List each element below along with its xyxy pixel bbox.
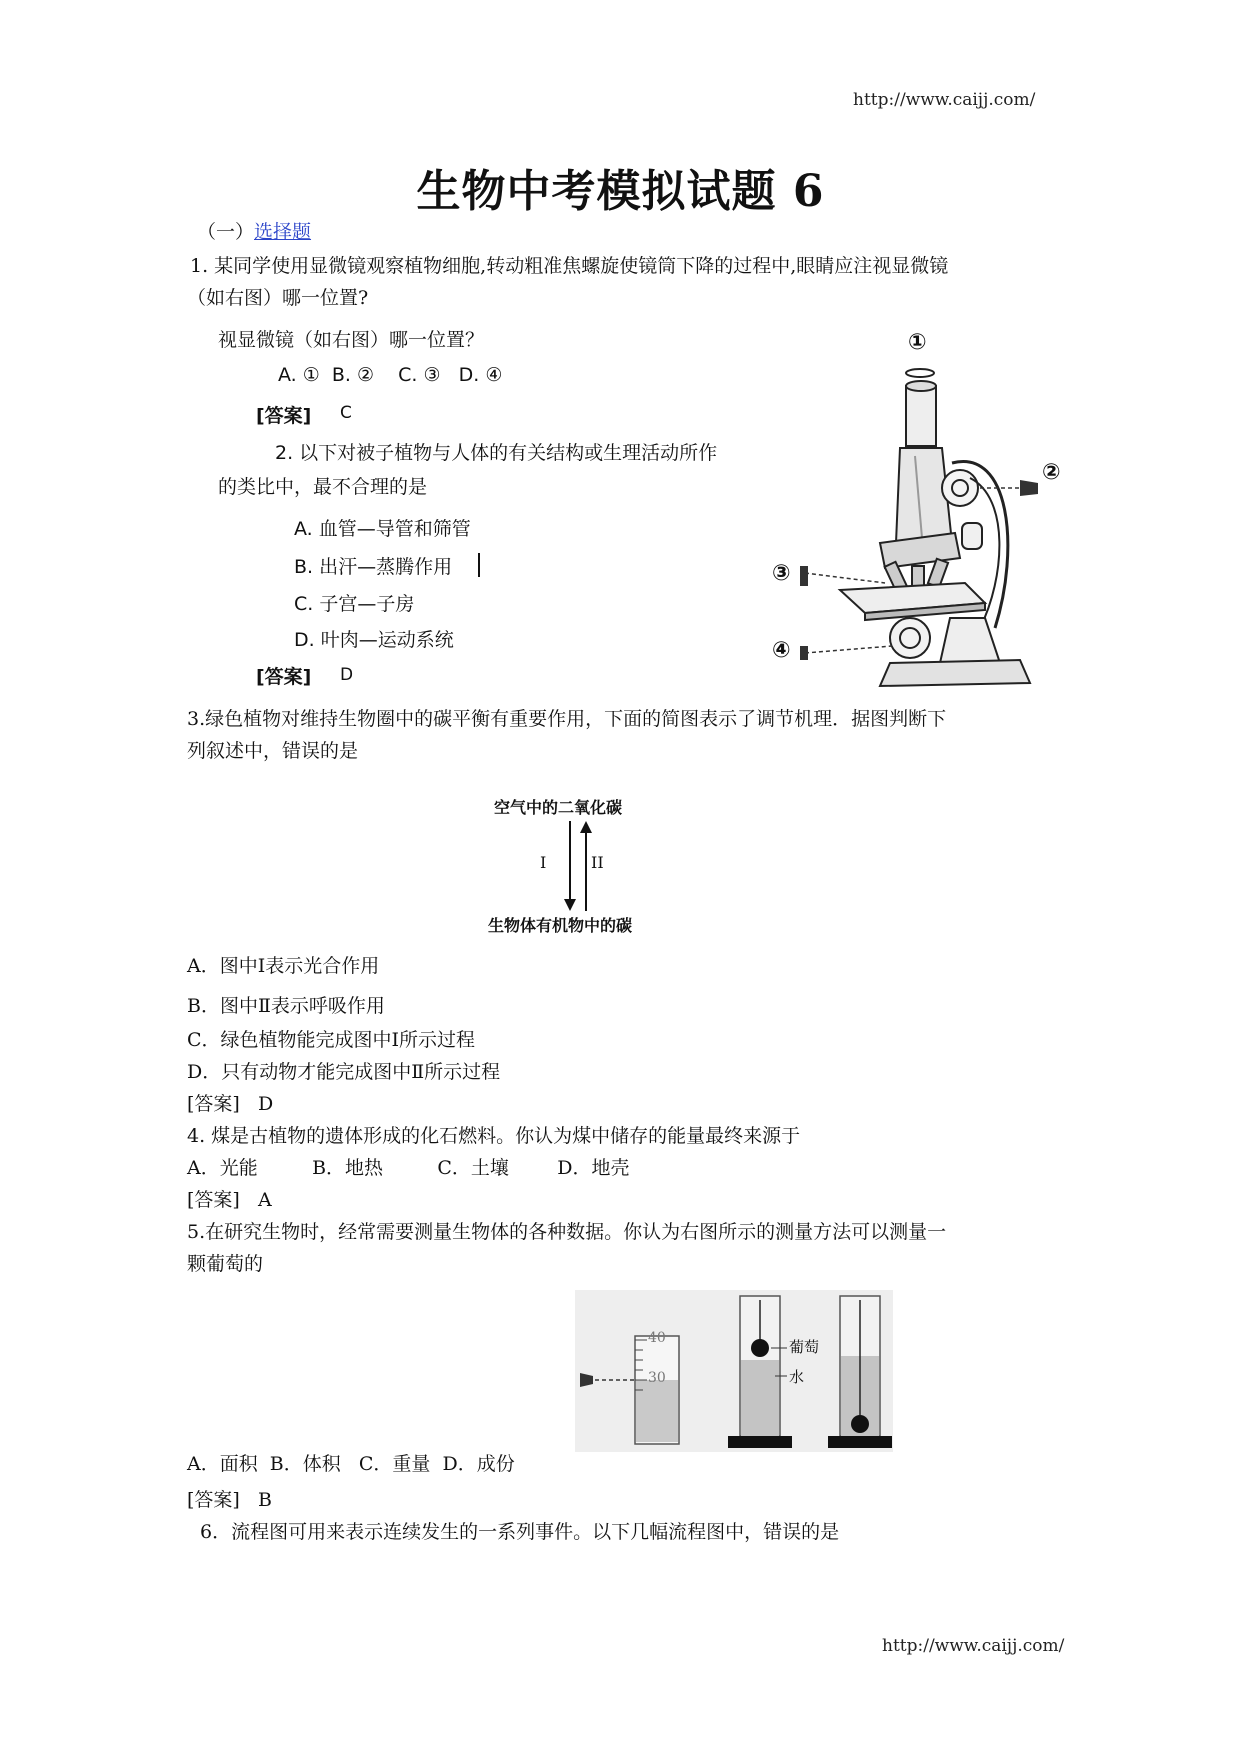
q4-options: A．光能 B．地热 C．土壤 D．地壳 bbox=[187, 1157, 630, 1179]
section-link[interactable]: 选择题 bbox=[254, 221, 312, 243]
page-title: 生物中考模拟试题 6 bbox=[416, 166, 825, 217]
label-water: 水 bbox=[789, 1368, 805, 1386]
cylinder-drawing bbox=[575, 1290, 893, 1452]
scan-option-a: A. 血管—导管和筛管 bbox=[294, 518, 471, 540]
microscope-figure bbox=[770, 328, 1090, 698]
diagram-label-i: I bbox=[540, 853, 547, 872]
scan-answer2-label: [答案] bbox=[256, 666, 312, 688]
q3-option-b: B．图中Ⅱ表示呼吸作用 bbox=[187, 995, 385, 1017]
marker-4: ④ bbox=[772, 638, 791, 663]
q3-option-a: A．图中Ⅰ表示光合作用 bbox=[187, 955, 380, 977]
marker-1: ① bbox=[908, 330, 927, 355]
scale-mark-40: 40 bbox=[648, 1330, 666, 1346]
q3-option-d: D．只有动物才能完成图中Ⅱ所示过程 bbox=[187, 1061, 501, 1083]
marker-3: ③ bbox=[772, 561, 791, 586]
scale-mark-30: 30 bbox=[648, 1370, 666, 1386]
scan-answer2-value: D bbox=[340, 665, 354, 685]
footer-url[interactable]: http://www.caijj.com/ bbox=[882, 1636, 1065, 1656]
section-heading bbox=[197, 216, 311, 249]
carbon-diagram bbox=[488, 795, 688, 940]
scan-q2-line1: 2. 以下对被子植物与人体的有关结构或生理活动所作 bbox=[275, 442, 718, 464]
cylinder-figure bbox=[575, 1290, 893, 1452]
q4-answer: [答案] A bbox=[187, 1189, 272, 1211]
section-prefix: （一） bbox=[197, 221, 255, 243]
label-grape: 葡萄 bbox=[789, 1338, 820, 1356]
text-cursor bbox=[478, 553, 480, 577]
microscope-drawing bbox=[770, 328, 1090, 698]
scan-option-c: C. 子宫—子房 bbox=[294, 593, 415, 615]
q6-line1: 6．流程图可用来表示连续发生的一系列事件。以下几幅流程图中，错误的是 bbox=[200, 1521, 840, 1543]
q3-line2: 列叙述中，错误的是 bbox=[187, 740, 359, 762]
q3-line1: 3.绿色植物对维持生物圈中的碳平衡有重要作用，下面的简图表示了调节机理．据图判断下 bbox=[187, 708, 947, 730]
q5-answer: [答案] B bbox=[187, 1489, 272, 1511]
marker-2: ② bbox=[1042, 460, 1061, 485]
diagram-label-ii: II bbox=[591, 853, 604, 872]
diagram-arrows bbox=[558, 819, 598, 913]
scan-answer1-value: C bbox=[340, 403, 352, 423]
diagram-top-label: 空气中的二氧化碳 bbox=[494, 798, 623, 817]
scan-line1: 视显微镜（如右图）哪一位置？ bbox=[218, 329, 485, 351]
q3-option-c: C．绿色植物能完成图中Ⅰ所示过程 bbox=[187, 1029, 476, 1051]
scan-answer1-label: [答案] bbox=[256, 405, 312, 427]
scan-option-b: B. 出汗—蒸腾作用 bbox=[294, 556, 453, 578]
scan-option-d: D. 叶肉—运动系统 bbox=[294, 629, 454, 651]
diagram-bottom-label: 生物体有机物中的碳 bbox=[488, 916, 633, 935]
q1-line2: （如右图）哪一位置? bbox=[187, 287, 369, 309]
q5-line2: 颗葡萄的 bbox=[187, 1253, 264, 1275]
header-url[interactable]: http://www.caijj.com/ bbox=[853, 90, 1036, 110]
q1-line1: 1. 某同学使用显微镜观察植物细胞,转动粗准焦螺旋使镜筒下降的过程中,眼睛应注视显微镜 bbox=[190, 255, 949, 277]
scan-options-q1: A. ① B. ② C. ③ D. ④ bbox=[278, 364, 503, 386]
q3-answer: [答案] D bbox=[187, 1093, 274, 1115]
q5-line1: 5.在研究生物时，经常需要测量生物体的各种数据。你认为右图所示的测量方法可以测量一 bbox=[187, 1221, 947, 1243]
q5-options: A．面积 B．体积 C．重量 D．成份 bbox=[187, 1453, 515, 1475]
scan-q2-line2: 的类比中，最不合理的是 bbox=[218, 476, 428, 498]
q4-line1: 4. 煤是古植物的遗体形成的化石燃料。你认为煤中储存的能量最终来源于 bbox=[187, 1125, 801, 1147]
